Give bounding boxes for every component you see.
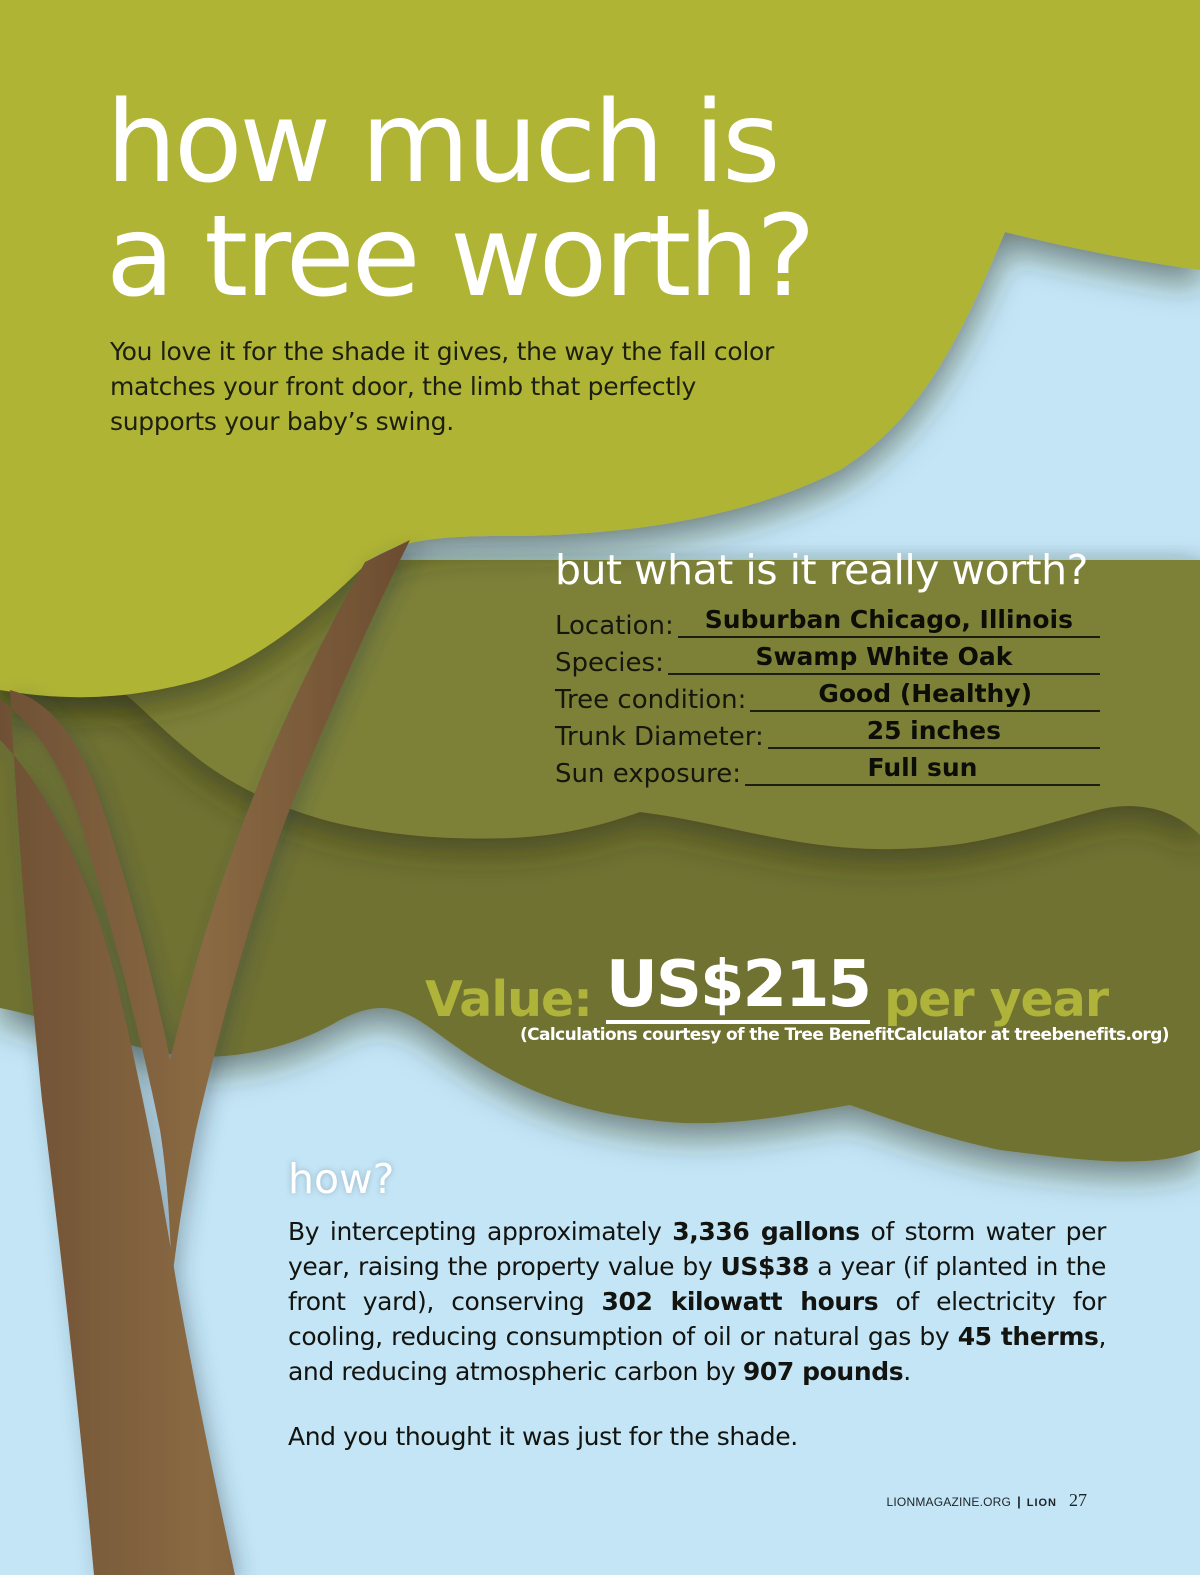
highlighted-figure: 302 kilowatt hours [601,1287,879,1316]
footer-brand: LION [1026,1497,1057,1509]
worth-heading: but what is it really worth? [555,546,1088,594]
form-label: Species: [555,648,664,678]
form-row-species [555,641,1100,678]
form-line [678,606,1100,638]
headline-line-2: a tree worth? [106,192,813,322]
body-text-run: . [903,1357,911,1386]
page-footer [887,1490,1087,1511]
value-statement [425,938,1108,1028]
page-number: 27 [1069,1490,1087,1510]
intro-paragraph: You love it for the shade it gives, the way the fall color matches your front door, the limb that perfectly supports your baby’s swing. [110,337,774,436]
body-text-run: of storm water per year, raising the property value by [288,1217,1106,1281]
form-line [668,643,1100,675]
closing-line: And you thought it was just for the shade. [288,1422,798,1451]
headline-line-1: how much is [106,78,778,208]
form-value: Swamp White Oak [755,642,1013,671]
form-value: Full sun [867,753,978,782]
form-value: Suburban Chicago, Illinois [704,605,1073,634]
form-line [768,717,1100,749]
value-amount: US$215 [605,948,871,1022]
highlighted-figure: US$38 [720,1252,809,1281]
highlighted-figure: 3,336 gallons [672,1217,860,1246]
value-label: Value: [425,971,592,1028]
headline [106,78,813,322]
highlighted-figure: 45 therms [957,1322,1099,1351]
form-label: Trunk Diameter: [555,722,764,752]
form-label: Location: [555,611,674,641]
how-heading: how? [288,1155,395,1203]
form-label: Sun exposure: [555,759,741,789]
value-unit: per year [884,971,1108,1028]
form-line [750,680,1100,712]
body-text-run: By intercepting approximately [288,1217,673,1246]
footer-separator: | [1017,1494,1021,1509]
form-line [745,754,1100,786]
form-value: Good (Healthy) [818,679,1033,708]
how-paragraph [288,1214,1106,1389]
footer-site: LIONMAGAZINE.ORG [886,1495,1012,1509]
body-text-run: , and reducing atmospheric carbon by [288,1322,1106,1386]
calculation-credit: (Calculations courtesy of the Tree BenefitCalculator at treebenefits.org) [520,1025,1169,1045]
body-text-run: a year (if planted in the front yard), conserving [288,1252,1106,1316]
form-row-tree-condition [555,678,1100,715]
highlighted-figure: 907 pounds [742,1357,904,1386]
form-row-trunk-diameter [555,715,1100,752]
form-row-sun-exposure [555,752,1100,789]
form-row-location [555,604,1100,641]
body-text-run: of electricity for cooling, reducing consumption of oil or natural gas by [288,1287,1107,1351]
form-value: 25 inches [866,716,1002,745]
form-label: Tree condition: [555,685,747,715]
